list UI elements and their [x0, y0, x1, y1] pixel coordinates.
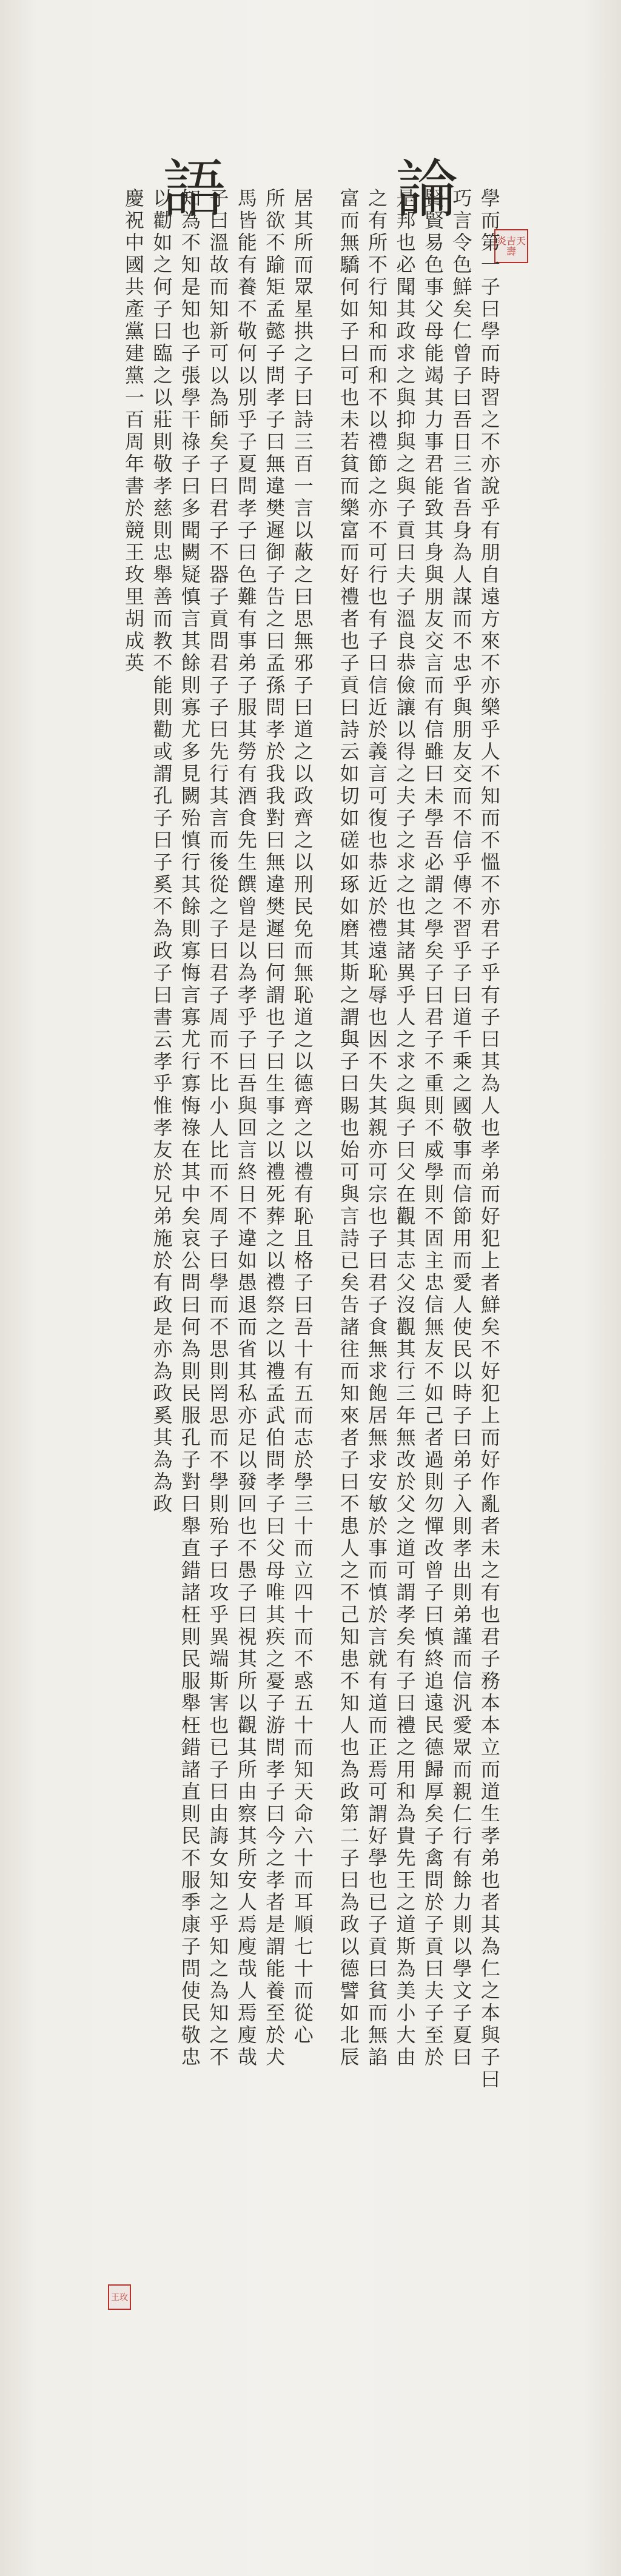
title-char-2: 語	[162, 152, 226, 226]
text-column-3: 賢賢易色事父母能竭其力事君能致其身與朋友交言而有信雖曰未學吾必謂之學矣子曰君子不重則不威學則不固主忠信無友不如己者過則勿憚改曾子曰慎終追遠民德歸厚矣子禽問於子貢曰夫子至於	[421, 188, 445, 2069]
text-column-7: 居其所而眾星拱之子曰詩三百一言以蔽之曰思無邪子曰道之以政齊之以刑民免而無恥道之以德齊之以禮有恥且格子曰吾十有五而志於學三十而立四十而不惑五十而知天命六十而耳順七十而從心	[290, 188, 314, 2047]
text-column-10: 子曰溫故而知新可以為師矣子曰君子不器子貢問君子子曰先行其言而後從之子曰君子周而不比小人比而不周子曰學而不思則罔思而不學則殆子曰攻乎異端斯害也已子曰由誨女知之乎知之為知之不	[206, 188, 230, 2069]
text-column-4: 是邦也必聞其政求之與抑與之與子貢曰夫子溫良恭儉讓以得之夫子之求之也其諸異乎人之求之與子曰父在觀其志父沒觀其行三年無改於父之道可謂孝矣有子曰禮之用和為貴先王之道斯為美小大由	[393, 188, 417, 2069]
red-seal-stamp-small: 王玫	[108, 2284, 131, 2310]
title-char-1: 論	[395, 152, 459, 226]
text-column-6: 富而無驕何如子曰可也未若貧而樂富而好禮者也子貢曰詩云如切如磋如琢如磨其斯之謂與子曰賜也始可與言詩已矣告諸往而知來者子曰不患人之不己知患不知人也為政第二子曰為政以德譬如北辰	[337, 188, 360, 2069]
red-seal-stamp: 炎吉天壽	[494, 229, 528, 263]
text-block	[121, 188, 501, 2328]
text-column-1: 學而第一子曰學而時習之不亦說乎有朋自遠方來不亦樂乎人不知而不慍不亦君子乎有子曰其為人也孝弟而好犯上者鮮矣不好犯上而好作亂者未之有也君子務本本立而道生孝弟也者其為仁之本與子曰	[477, 188, 501, 2091]
text-column-5: 之有所不行知和而和不以禮節之亦不可行也有子曰信近於義言可復也恭近於禮遠恥辱也因不失其親亦可宗也子曰君子食無求飽居無求安敏於事而慎於言就有道而正焉可謂好學也已子貢曰貧而無諂	[365, 188, 389, 2069]
colophon-column: 慶祝中國共產黨建黨一百周年書於競王玫里胡成英	[122, 188, 145, 675]
text-column-11: 知為不知是知也子張學干祿子曰多聞闕疑慎言其餘則寡尤多見闕殆慎行其餘則寡悔言寡尤行寡悔祿在其中矣哀公問曰何為則民服孔子對曰舉直錯諸枉則民服舉枉錯諸直則民不服季康子問使民敬忠	[178, 188, 201, 2069]
text-column-12: 以勸如之何子曰臨之以莊則敬孝慈則忠舉善而教不能則勸或謂孔子曰子奚不為政子曰書云孝乎惟孝友於兄弟施於有政是亦為政奚其為為政	[150, 188, 173, 1516]
text-column-8: 所欲不踰矩孟懿子問孝子曰無違樊遲御子告之曰孟孫問孝於我我對曰無違樊遲曰何謂也子曰生事之以禮死葬之以禮祭之以禮孟武伯問孝子曰父母唯其疾之憂子游問孝子曰今之孝者是謂能養至於犬	[263, 188, 286, 2069]
column-gap	[318, 188, 332, 2328]
text-column-2: 巧言令色鮮矣仁曾子曰吾日三省吾身為人謀而不忠乎與朋友交而不信乎傳不習乎子曰道千乘之國敬事而信節用而愛人使民以時子曰弟子入則孝出則弟謹而信汎愛眾而親仁行有餘力則以學文子夏曰	[449, 188, 473, 2069]
text-column-9: 馬皆能有養不敬何以別乎子夏問孝子曰色難有事弟子服其勞有酒食先生饌曾是以為孝乎子曰吾與回言終日不違如愚退而省其私亦足以發回也不愚子曰視其所以觀其所由察其所安人焉廋哉人焉廋哉	[234, 188, 258, 2069]
